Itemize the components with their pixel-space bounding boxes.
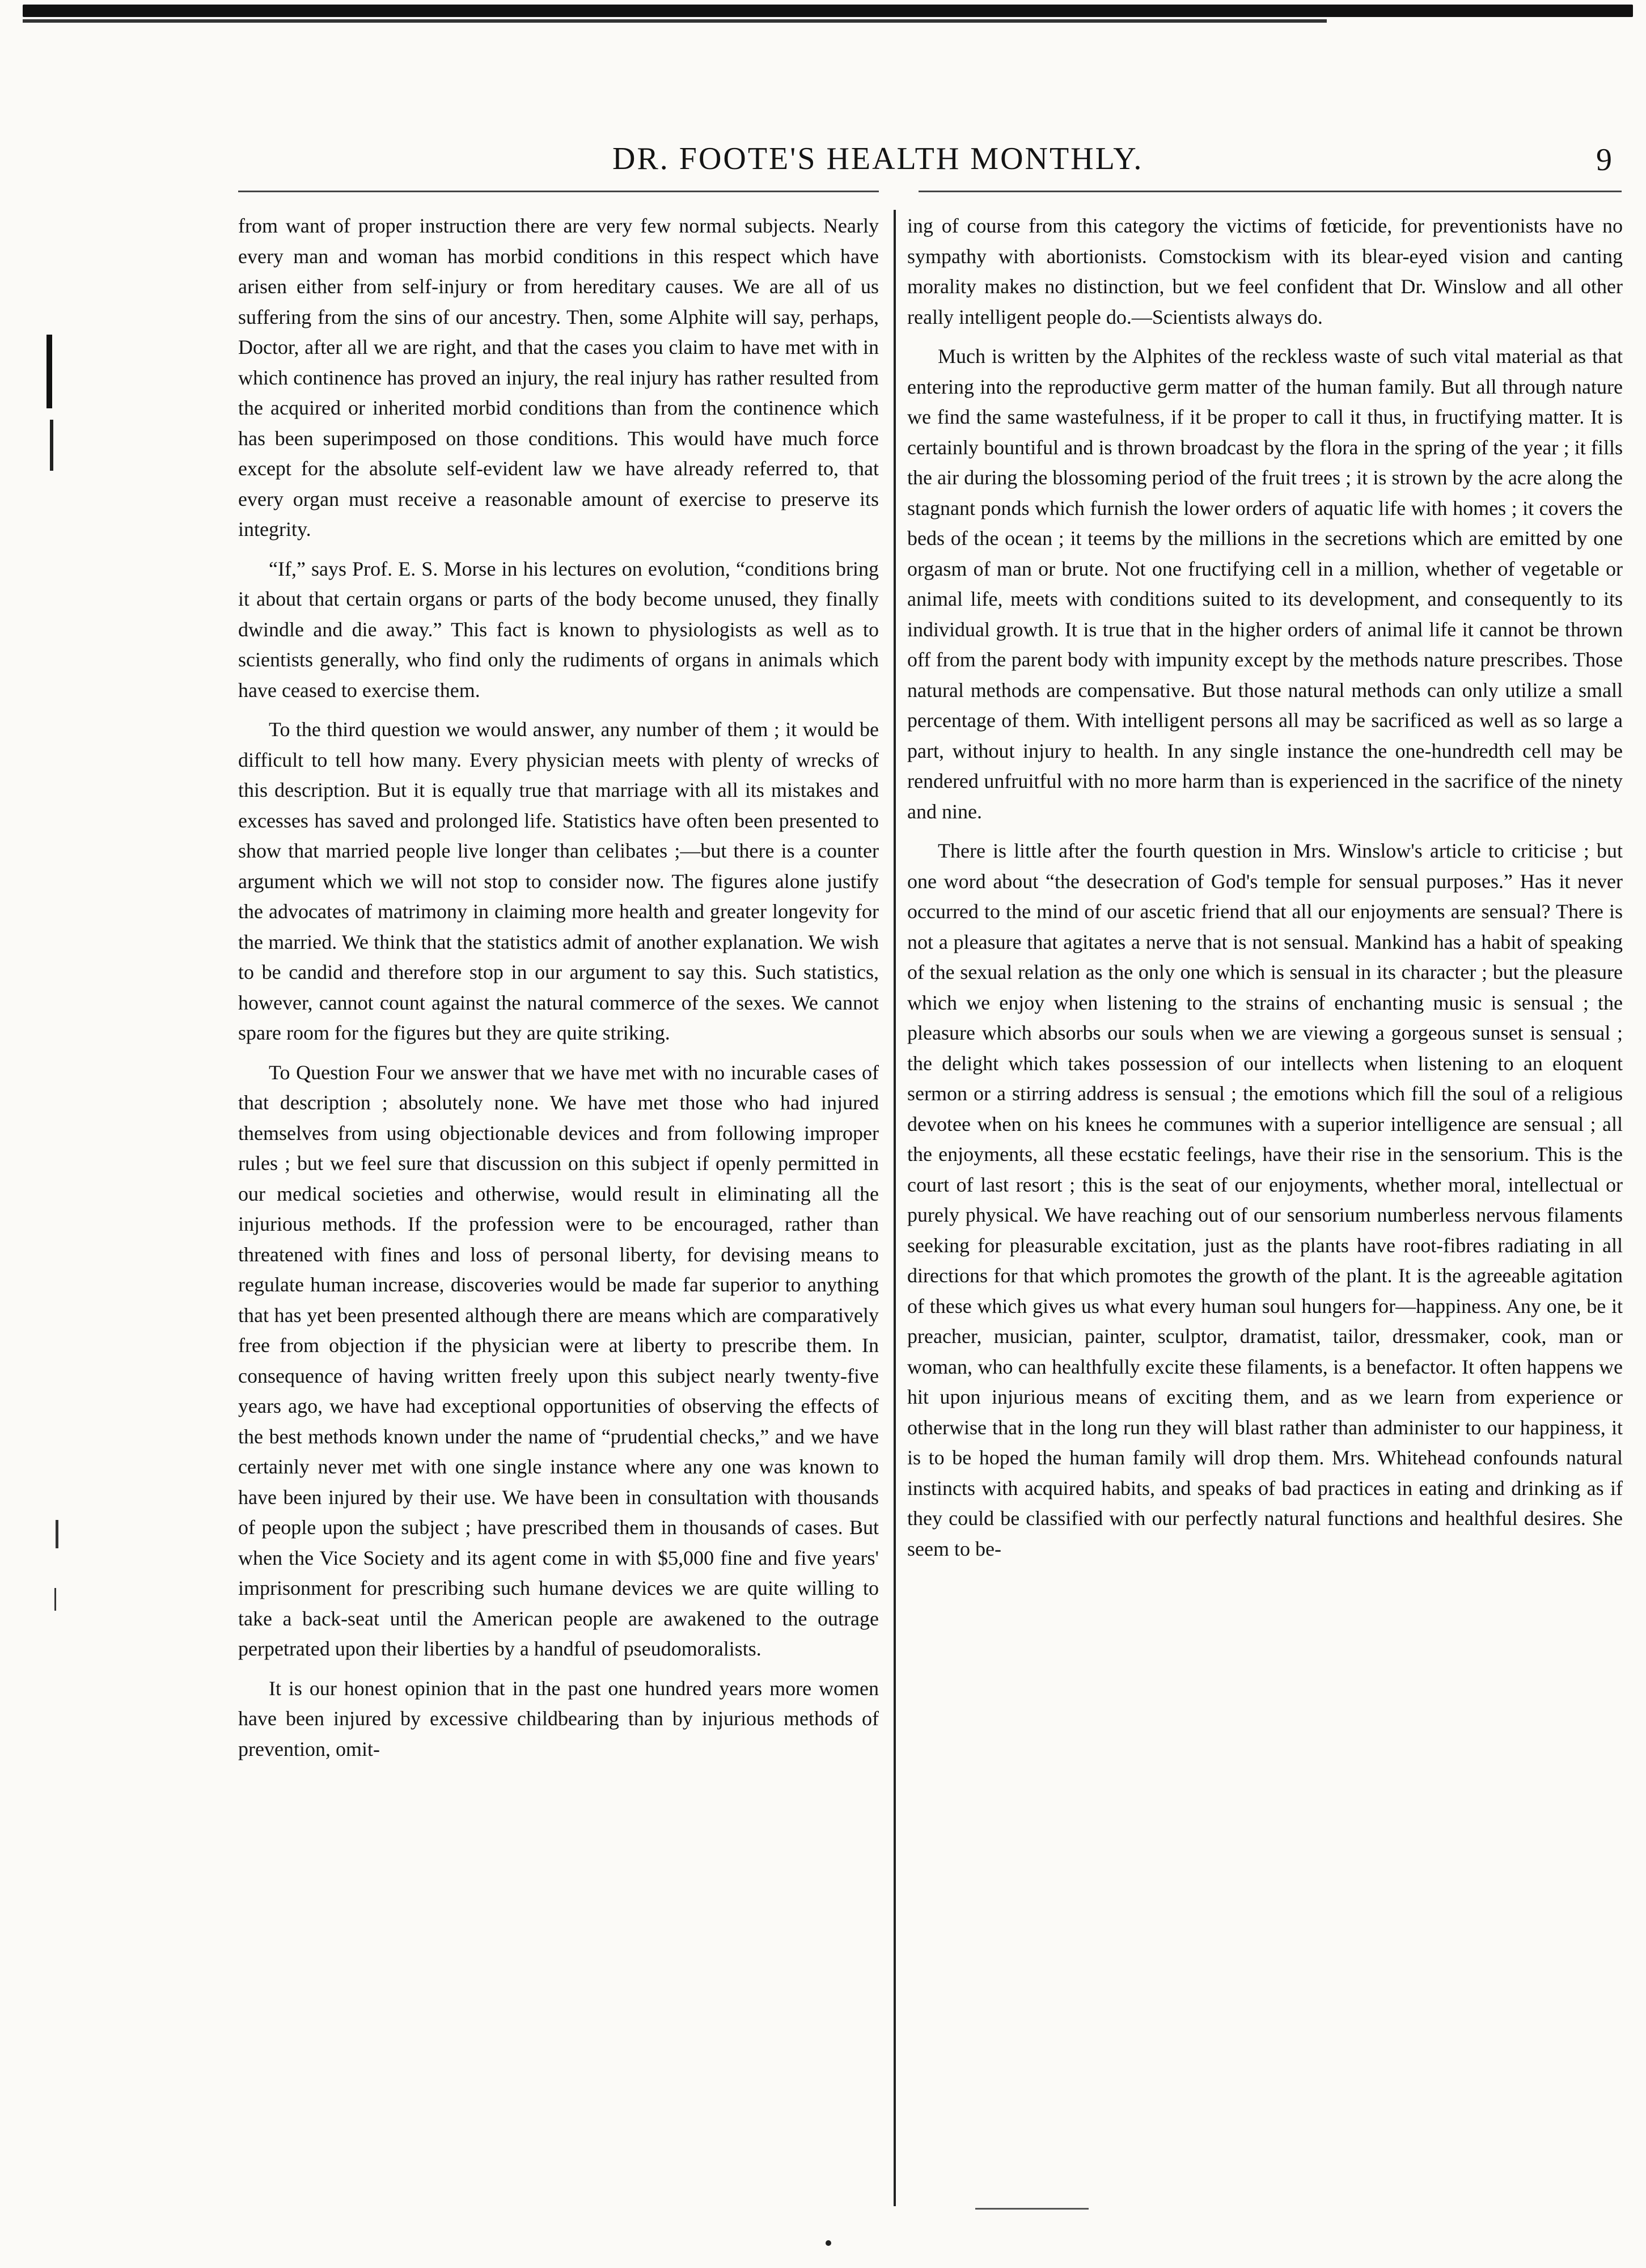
header-rule-left <box>238 191 879 192</box>
running-head: DR. FOOTE'S HEALTH MONTHLY. <box>612 141 1144 176</box>
text-column-left <box>238 211 879 2202</box>
top-edge-rule <box>23 19 1327 23</box>
paragraph: “If,” says Prof. E. S. Morse in his lectures on evolution, “conditions bring it about that certain organs or parts of the body become unused, they finally dwindle and die away.” This fact is known to physiologists as well as to scientists generally, who find only the rudiments of organs in animals which have ceased to exercise them. <box>238 557 879 702</box>
margin-mark-4 <box>54 1588 56 1611</box>
paragraph: from want of proper instruction there are very few normal subjects. Nearly every man and woman has morbid conditions in this respect which have arisen either from self-injury or from hereditary causes. We are all of us suffering from the sins of our ancestry. Then, some Alphite will say, perhaps, Doctor, after all we are right, and that the cases you claim to have met with in which continence has proved an injury, the real injury has rather resulted from the acquired or inherited morbid conditions than from the continence which has been superimposed on those conditions. This would have much force except for the absolute self-evident law we have already referred to, that every organ must receive a reasonable amount of exercise to preserve its integrity. <box>238 214 879 540</box>
top-edge-bar <box>23 5 1633 17</box>
margin-mark-3 <box>56 1520 58 1548</box>
paragraph: There is little after the fourth question in Mrs. Winslow's article to criticise ; but one word about “the desecration of God's temple for sensual purposes.” Has it never occurred to the mind of our ascetic friend that all our enjoyments are sensual? There is not a pleasure that agitates a nerve that is not sensual. Mankind has a habit of speaking of the sexual relation as the only one which is sensual in its character ; but the pleasure which we enjoy when listening to the strains of enchanting music is sensual ; the pleasure which absorbs our souls when we are viewing a gorgeous sunset is sensual ; the delight which takes possession of our intellects when listening to an eloquent sermon or a stirring address is sensual ; the emotions which fill the soul of a religious devotee when on his knees he communes with a superior intelligence are sensual ; all the enjoyments, all these ecstatic feelings, have their rise in the sensorium. This is the court of last resort ; this is the seat of our enjoyments, whether moral, intellectual or purely physical. We have reaching out of our sensorium numberless nervous filaments seeking for pleasurable excitation, just as the plants have root-fibres radiating in all directions for that which promotes the growth of the plant. It is the agreeable agitation of these which gives us what every human soul hungers for—happiness. Any one, be it preacher, musician, painter, sculptor, dramatist, tailor, dressmaker, cook, man or woman, who can healthfully excite these filaments, is a benefactor. It often happens we hit upon injurious means of exciting them, and as we learn from experience or otherwise that in the long run they will blast rather than administer to our happiness, it is to be hoped the human family will drop them. Mrs. Whitehead confounds natural instincts with acquired habits, and speaks of bad practices in eating and drinking as if they could be classified with our perfectly natural functions and healthful desires. She seem to be- <box>907 839 1623 1560</box>
bottom-rule <box>975 2208 1089 2210</box>
header-rule-right <box>919 191 1622 192</box>
paragraph: To Question Four we answer that we have met with no incurable cases of that description ; absolutely none. We have met those who had injured themselves from using objectionable devices and from following improper rules ; but we feel sure that discussion on this subject if openly permitted in our medical societies and otherwise, would result in eliminating all the injurious methods. If the profession were to be encouraged, rather than threatened with fines and loss of personal liberty, for devising means to regulate human increase, discoveries would be made far superior to anything that has yet been presented although there are means which are comparatively free from objection if the physician were at liberty to prescribe them. In consequence of having written freely upon this subject nearly twenty-five years ago, we have had exceptional opportunities of observing the effects of the best methods known under the name of “prudential checks,” and we have certainly never met with one single instance where any one was known to have been injured by their use. We have been in consultation with thousands of people upon the subject ; have prescribed them in thousands of cases. But when the Vice Society and its agent come in with $5,000 fine and five years' imprisonment for prescribing such humane devices we are quite willing to take a back-seat until the American people are awakened to the outrage perpetrated upon their liberties by a handful of pseudomoralists. <box>238 1061 879 1660</box>
paragraph: To the third question we would answer, any number of them ; it would be difficult to tell how many. Every physician meets with plenty of wrecks of this description. But it is equally true that marriage with all its mistakes and excesses has saved and prolonged life. Statistics have often been presented to show that married people live longer than celibates ;—but there is a counter argument which we will not stop to consider now. The figures alone justify the advocates of matrimony in claiming more health and greater longevity for the married. We think that the statistics admit of another explanation. We wish to be candid and therefore stop in our argument to say this. Such statistics, however, cannot count against the natural commerce of the sexes. We cannot spare room for the figures but they are quite striking. <box>238 718 879 1044</box>
margin-mark-2 <box>50 420 53 471</box>
text-column-right <box>907 211 1623 2202</box>
page-number: 9 <box>1596 142 1612 178</box>
bottom-dot <box>826 2240 831 2246</box>
paragraph: It is our honest opinion that in the past one hundred years more women have been injured by excessive childbearing than by injurious methods of prevention, omit- <box>238 1676 879 1760</box>
paragraph: ing of course from this category the victims of fœticide, for preventionists have no sympathy with abortionists. Comstockism with its blear-eyed vision and canting morality makes no distinction, but we feel confident that Dr. Winslow and all other really intelligent people do.—Scientists always do. <box>907 214 1623 328</box>
margin-mark-1 <box>46 335 52 408</box>
column-divider <box>894 210 896 2206</box>
paragraph: Much is written by the Alphites of the reckless waste of such vital material as that entering into the reproductive germ matter of the human family. But all through nature we find the same wastefulness, if it be proper to call it thus, in fructifying matter. It is certainly bountiful and is thrown broadcast by the flora in the spring of the year ; it fills the air during the blossoming period of the fruit trees ; it is strown by the acre along the stagnant ponds which furnish the lower orders of aquatic life with homes ; it covers the beds of the ocean ; it teems by the millions in the secretions which are emitted by one orgasm of man or brute. Not one fructifying cell in a million, whether of vegetable or animal life, meets with conditions suited to its development, and consequently to its individual growth. It is true that in the higher orders of animal life it cannot be thrown off from the parent body with impunity except by the methods nature prescribes. Those natural methods are compensative. But those natural methods can only utilize a small percentage of them. With intelligent persons all may be sacrificed as well as so large a part, without injury to health. In any single instance the one-hundredth cell may be rendered unfruitful with no more harm than is experienced in the sacrifice of the ninety and nine. <box>907 345 1623 823</box>
